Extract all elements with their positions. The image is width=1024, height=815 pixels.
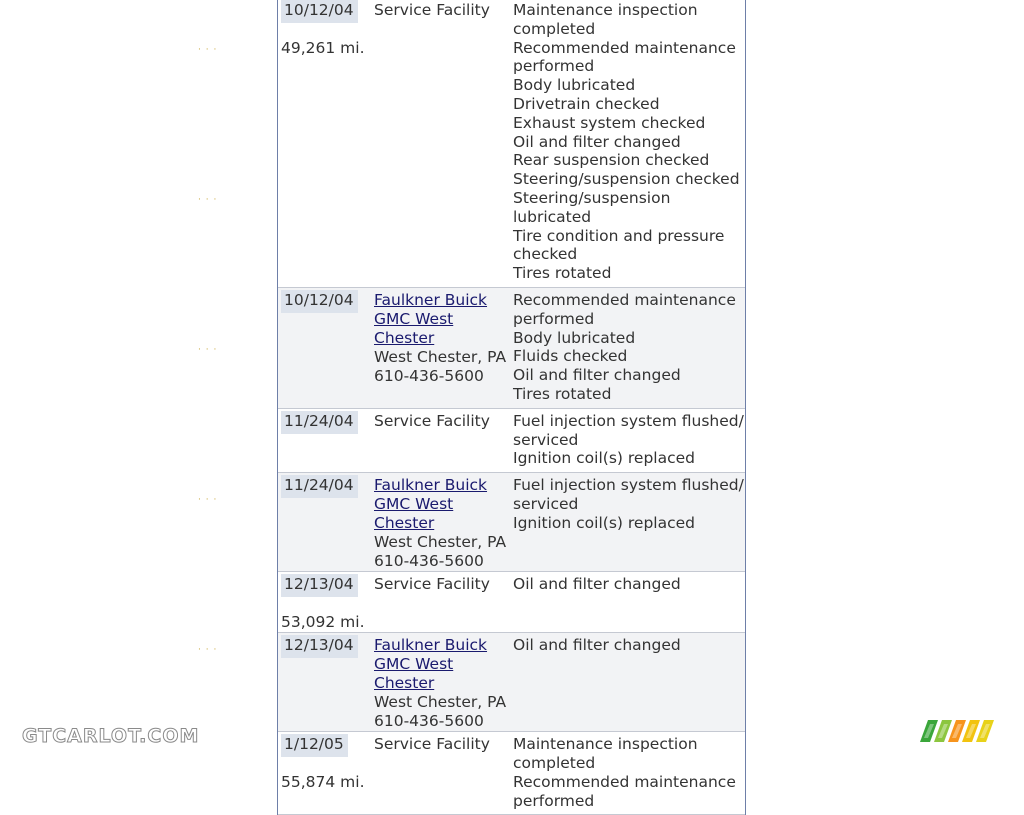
source-detail: West Chester, PA [374,533,507,552]
table-row [278,572,745,633]
service-item: Fuel injection system flushed/ serviced [513,476,744,513]
dealer-link[interactable]: Faulkner Buick GMC West Chester [374,636,488,693]
service-item: Recommended maintenance performed [513,772,736,810]
service-item: Recommended maintenance performed [513,290,736,328]
table-row [278,633,745,732]
service-item: Rear suspension checked [513,151,710,170]
service-item: Tires rotated [513,384,612,403]
service-date: 11/24/04 [281,411,358,434]
service-item: Fluids checked [513,347,628,366]
odometer-reading: 53,092 mi. [281,613,365,632]
comments-cell [513,409,745,472]
decorative-dots: · · · [198,645,218,655]
service-item: Exhaust system checked [513,113,706,132]
service-date: 10/12/04 [281,290,358,313]
brand-stripes-icon [920,720,998,742]
service-item: Tire condition and pressure checked [513,226,725,264]
odometer-reading: 49,261 mi. [281,39,365,57]
service-item: Ignition coil(s) replaced [513,513,695,532]
date-cell [278,572,374,632]
service-item: Steering/suspension lubricated [513,188,671,226]
date-cell [278,0,374,287]
service-item: Maintenance inspection completed [513,735,698,772]
service-history-table [277,0,746,815]
comments-cell [513,473,745,571]
service-date: 10/12/04 [281,0,358,23]
table-row [278,732,745,815]
service-item: Oil and filter changed [513,636,681,655]
source-detail: West Chester, PA [374,347,507,366]
source-cell [374,409,513,472]
source-cell [374,732,513,814]
service-item: Oil and filter changed [513,132,681,151]
service-item: Tires rotated [513,264,612,283]
service-item: Body lubricated [513,76,636,95]
comments-cell [513,633,745,731]
comments-cell [513,0,745,287]
decorative-dots: · · · [198,345,218,355]
comments-cell [513,572,745,632]
service-item: Oil and filter changed [513,575,681,594]
watermark-text: GTCARLOT.COM [22,725,200,747]
source-cell [374,572,513,632]
odometer-reading: 55,874 mi. [281,773,365,792]
service-item: Steering/suspension checked [513,170,740,189]
decorative-dots: · · · [198,45,218,55]
source-detail: 610-436-5600 [374,366,484,385]
source-cell [374,288,513,408]
date-cell [278,633,374,731]
service-item: Body lubricated [513,328,636,347]
comments-cell [513,288,745,408]
dealer-link[interactable]: Faulkner Buick GMC West Chester [374,290,488,347]
source-name: Service Facility [374,735,490,754]
date-cell [278,473,374,571]
table-row [278,288,745,409]
source-name: Service Facility [374,411,490,430]
source-cell [374,0,513,287]
service-item: Ignition coil(s) replaced [513,449,695,468]
service-item: Recommended maintenance performed [513,38,736,76]
comments-cell [513,732,745,814]
date-cell [278,288,374,408]
table-row [278,473,745,572]
decorative-dots: · · · [198,195,218,205]
source-cell [374,633,513,731]
service-item: Fuel injection system flushed/ serviced [513,411,744,449]
source-name: Service Facility [374,1,490,19]
source-detail: West Chester, PA [374,693,507,712]
service-date: 11/24/04 [281,475,358,498]
source-cell [374,473,513,571]
source-detail: 610-436-5600 [374,552,484,571]
source-detail: 610-436-5600 [374,712,484,731]
date-cell [278,409,374,472]
service-date: 12/13/04 [281,635,358,658]
service-item: Oil and filter changed [513,366,681,385]
date-cell [278,732,374,814]
table-row [278,0,745,288]
service-item: Drivetrain checked [513,94,660,113]
dealer-link[interactable]: Faulkner Buick GMC West Chester [374,476,488,533]
source-name: Service Facility [374,575,490,594]
decorative-dots: · · · [198,495,218,505]
service-date: 1/12/05 [281,734,348,757]
service-item: Maintenance inspection completed [513,1,698,38]
table-row [278,409,745,473]
service-date: 12/13/04 [281,574,358,597]
